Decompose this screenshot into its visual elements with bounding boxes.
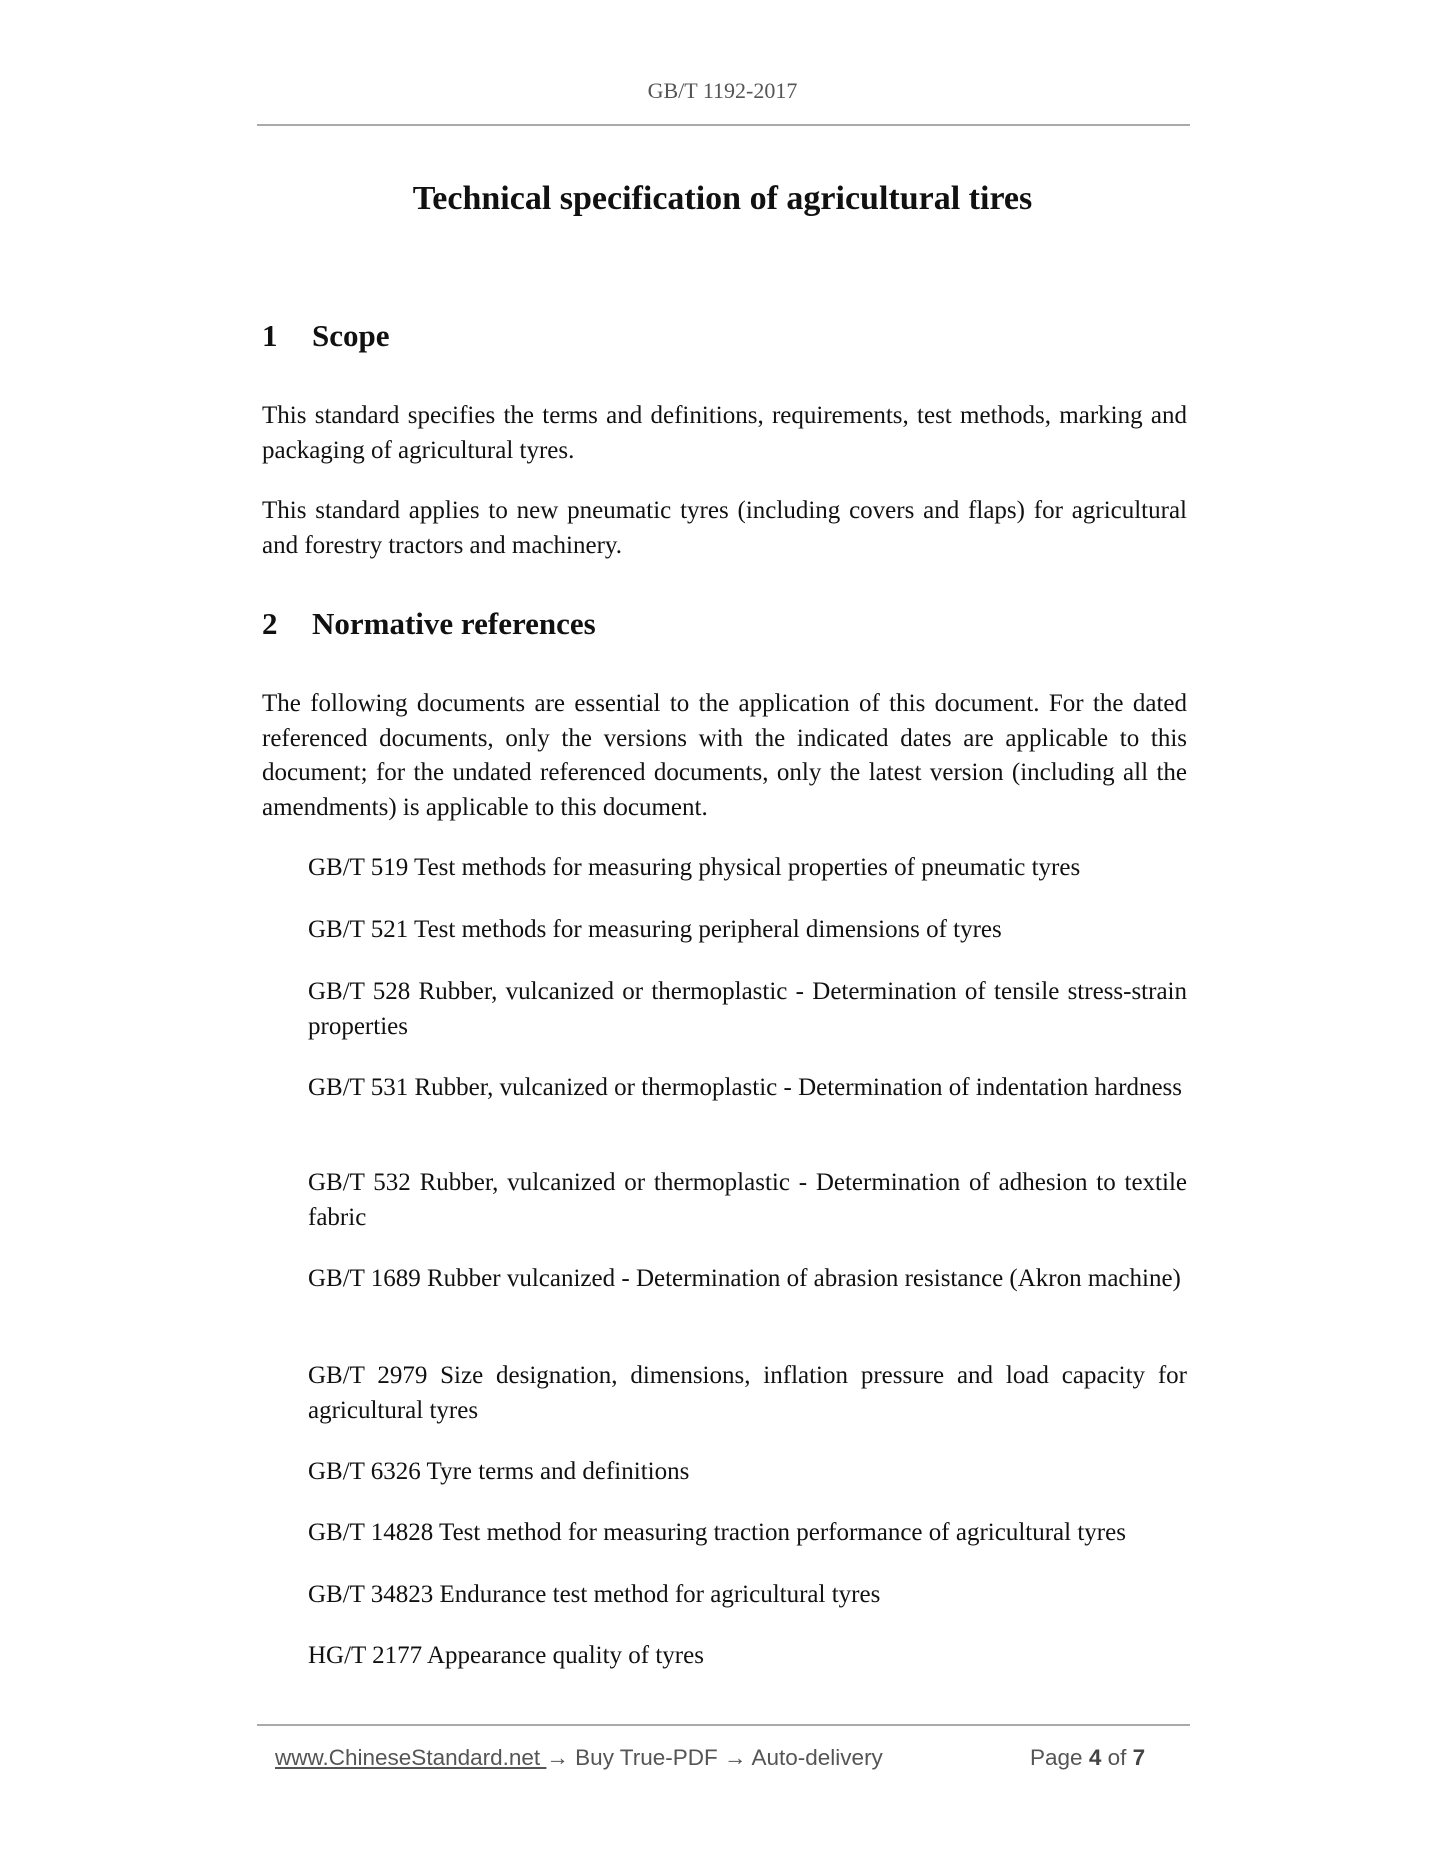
reference-item: HG/T 2177 Appearance quality of tyres <box>308 1642 704 1669</box>
reference-item: GB/T 34823 Endurance test method for agricultural tyres <box>308 1581 881 1608</box>
footer-promo <box>275 1745 883 1771</box>
reference-item: GB/T 532 Rubber, vulcanized or thermoplastic - Determination of adhesion to textile fabric <box>308 1169 1187 1231</box>
site-link[interactable]: www.ChineseStandard.net <box>275 1745 547 1770</box>
section-heading-normative-references <box>262 606 596 642</box>
reference-item: GB/T 14828 Test method for measuring traction performance of agricultural tyres <box>308 1519 1126 1546</box>
page-indicator <box>1030 1745 1145 1771</box>
arrow-right-icon: → <box>546 1745 569 1770</box>
section-heading-scope <box>262 318 390 354</box>
section-title: Normative references <box>312 606 596 641</box>
page-of: of <box>1107 1745 1127 1770</box>
paragraph: The following documents are essential to the application of this document. For the dated referenced documents, only the versions with the indicated dates are applicable to this document; for the undated referenced documents, only the latest version (including all the amendments) is applicable to this document. <box>262 690 1187 821</box>
section-title: Scope <box>312 318 390 353</box>
footer-step: Buy True-PDF <box>575 1745 718 1770</box>
paragraph: This standard applies to new pneumatic tyres (including covers and flaps) for agricultural and forestry tractors and machinery. <box>262 497 1187 559</box>
running-header: GB/T 1192-2017 <box>647 78 798 103</box>
reference-item: GB/T 519 Test methods for measuring physical properties of pneumatic tyres <box>308 854 1081 881</box>
section-number: 2 <box>262 606 278 641</box>
page-total: 7 <box>1132 1745 1146 1770</box>
arrow-right-icon: → <box>723 1745 747 1770</box>
reference-item: GB/T 1689 Rubber vulcanized - Determination of abrasion resistance (Akron machine) <box>308 1265 1181 1292</box>
footer-divider <box>257 1724 1190 1726</box>
section-number: 1 <box>262 318 278 353</box>
header-divider <box>257 124 1190 126</box>
footer-step: Auto-delivery <box>751 1745 883 1770</box>
page-current: 4 <box>1088 1745 1102 1770</box>
paragraph: This standard specifies the terms and definitions, requirements, test methods, marking and packaging of agricultural tyres. <box>262 402 1187 464</box>
reference-item: GB/T 531 Rubber, vulcanized or thermoplastic - Determination of indentation hardness <box>308 1074 1183 1101</box>
document-title: Technical specification of agricultural tires <box>412 180 1033 217</box>
reference-item: GB/T 521 Test methods for measuring peripheral dimensions of tyres <box>308 916 1002 943</box>
reference-item: GB/T 6326 Tyre terms and definitions <box>308 1458 690 1485</box>
reference-item: GB/T 2979 Size designation, dimensions, inflation pressure and load capacity for agricultural tyres <box>308 1362 1187 1424</box>
reference-item: GB/T 528 Rubber, vulcanized or thermoplastic - Determination of tensile stress-strain properties <box>308 978 1187 1040</box>
page-label: Page <box>1030 1745 1083 1770</box>
